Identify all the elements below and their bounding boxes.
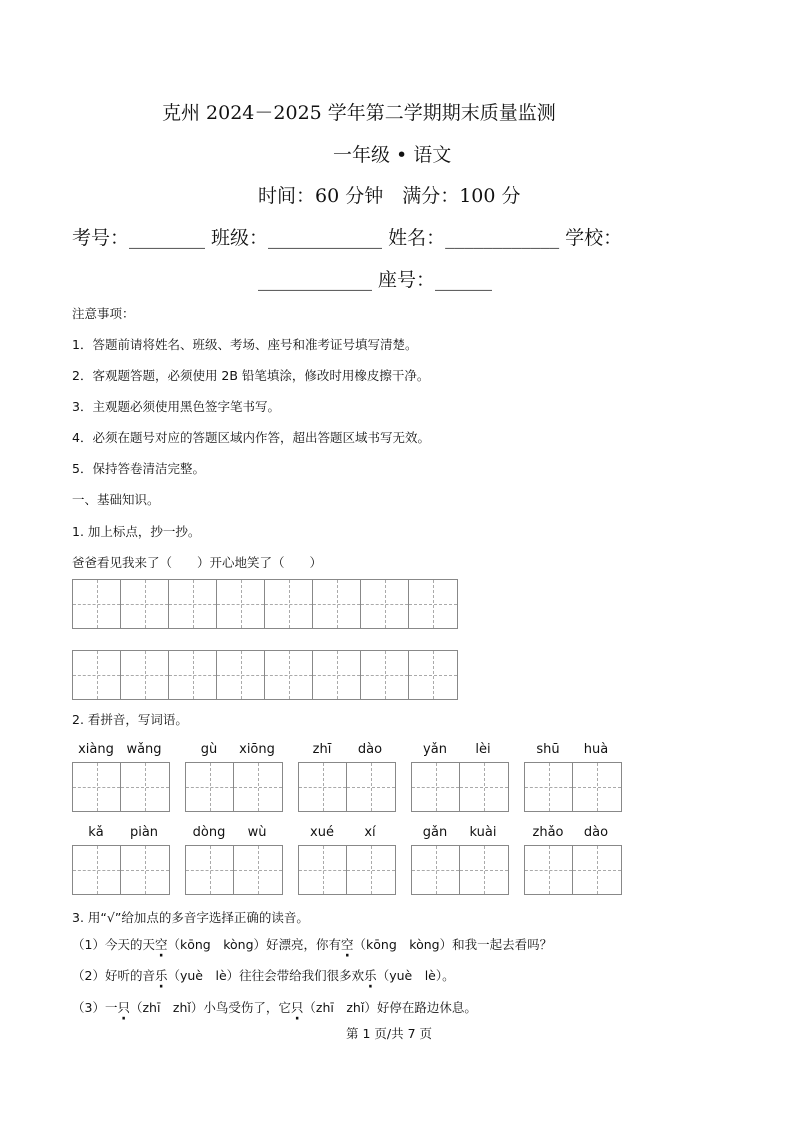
note-item: 4．必须在题号对应的答题区域内作答，超出答题区域书写无效。 — [72, 430, 430, 445]
writing-cell[interactable] — [169, 580, 217, 628]
writing-cell[interactable] — [299, 763, 347, 811]
writing-cell[interactable] — [73, 846, 121, 894]
pinyin-syllable: dào — [357, 742, 383, 757]
writing-cell[interactable] — [121, 580, 169, 628]
dotted-char: 只 — [290, 1000, 304, 1015]
student-fields-line1: 考号：________ 班级：____________ 姓名：____________ 学校： — [72, 227, 623, 249]
dotted-char: 空 — [154, 937, 168, 952]
writing-cell[interactable] — [347, 763, 395, 811]
dotted-char: 只 — [117, 1000, 130, 1015]
question-3-item-2: （2）好听的音乐（yuè lè）往往会带给我们很多欢乐（yuè lè）。 — [72, 968, 455, 983]
exam-subtitle: 一年级 • 语文 — [333, 144, 452, 166]
pinyin-syllable: zhī — [312, 742, 332, 757]
pinyin-syllable: lèi — [475, 742, 491, 757]
pinyin-syllable: zhǎo — [532, 825, 564, 840]
pinyin-syllable: wǎng — [126, 742, 162, 757]
section-heading: 一、基础知识。 — [72, 492, 160, 507]
writing-cell[interactable] — [265, 651, 313, 699]
writing-cell[interactable] — [169, 651, 217, 699]
note-item: 1．答题前请将姓名、班级、考场、座号和准考证号填写清楚。 — [72, 337, 418, 352]
writing-cell[interactable] — [121, 846, 169, 894]
writing-cell[interactable] — [217, 580, 265, 628]
writing-cell[interactable] — [265, 580, 313, 628]
pinyin-syllable: xiàng — [78, 742, 114, 757]
pinyin-syllable: xiōng — [239, 742, 275, 757]
student-fields-line2: ____________ 座号：______ — [258, 269, 493, 291]
pinyin-word — [524, 825, 622, 895]
writing-cell[interactable] — [573, 846, 621, 894]
pinyin-word — [72, 825, 170, 895]
question-1-title: 1. 加上标点，抄一抄。 — [72, 524, 201, 539]
pinyin-syllable: gǎn — [422, 825, 448, 840]
pinyin-word — [298, 742, 396, 812]
writing-cell[interactable] — [234, 763, 282, 811]
pinyin-syllable: gù — [200, 742, 218, 757]
writing-cell[interactable] — [412, 846, 460, 894]
page-number: 第 1 页/共 7 页 — [346, 1026, 433, 1041]
writing-cell[interactable] — [412, 763, 460, 811]
writing-cell[interactable] — [313, 580, 361, 628]
pinyin-syllable: huà — [583, 742, 609, 757]
writing-cell[interactable] — [121, 651, 169, 699]
pinyin-word — [185, 825, 283, 895]
writing-cell[interactable] — [460, 846, 508, 894]
writing-cell[interactable] — [121, 763, 169, 811]
writing-cell[interactable] — [186, 763, 234, 811]
time-info: 时间：60 分钟 满分：100 分 — [258, 185, 521, 207]
pinyin-word — [524, 742, 622, 812]
pinyin-word — [411, 742, 509, 812]
writing-cell[interactable] — [313, 651, 361, 699]
copy-grid-row-2[interactable] — [72, 650, 458, 700]
question-3-item-3: （3）一只（zhī zhǐ）小鸟受伤了，它只（zhī zhǐ）好停在路边休息。 — [72, 1000, 477, 1015]
pinyin-syllable: dào — [583, 825, 609, 840]
question-3-item-1: （1）今天的天空（kōng kòng）好漂亮，你有空（kōng kòng）和我一起去看吗？ — [72, 937, 553, 952]
writing-cell[interactable] — [186, 846, 234, 894]
writing-cell[interactable] — [409, 580, 457, 628]
writing-cell[interactable] — [234, 846, 282, 894]
copy-grid-row-1[interactable] — [72, 579, 458, 629]
writing-cell[interactable] — [525, 846, 573, 894]
pinyin-syllable: piàn — [129, 825, 159, 840]
pinyin-syllable: xué — [310, 825, 334, 840]
question-1-sentence: 爸爸看见我来了（ ）开心地笑了（ ） — [72, 555, 323, 570]
writing-cell[interactable] — [525, 763, 573, 811]
pinyin-syllable: dòng — [192, 825, 226, 840]
writing-cell[interactable] — [299, 846, 347, 894]
pinyin-word — [185, 742, 283, 812]
writing-cell[interactable] — [73, 763, 121, 811]
writing-cell[interactable] — [573, 763, 621, 811]
pinyin-word — [411, 825, 509, 895]
pinyin-syllable: kǎ — [88, 825, 104, 840]
writing-cell[interactable] — [347, 846, 395, 894]
pinyin-syllable: wù — [247, 825, 267, 840]
pinyin-syllable: xí — [364, 825, 376, 840]
writing-cell[interactable] — [73, 651, 121, 699]
writing-cell[interactable] — [409, 651, 457, 699]
dotted-char: 空 — [341, 937, 354, 952]
dotted-char: 乐 — [364, 968, 377, 983]
question-2-title: 2. 看拼音，写词语。 — [72, 712, 188, 727]
note-item: 3．主观题必须使用黑色签字笔书写。 — [72, 399, 280, 414]
pinyin-word — [298, 825, 396, 895]
pinyin-word — [72, 742, 170, 812]
writing-cell[interactable] — [361, 651, 409, 699]
dotted-char: 乐 — [154, 968, 168, 983]
notes-heading: 注意事项： — [72, 306, 135, 321]
pinyin-syllable: shū — [536, 742, 560, 757]
writing-cell[interactable] — [217, 651, 265, 699]
question-3-title: 3. 用“√”给加点的多音字选择正确的读音。 — [72, 910, 309, 925]
exam-title: 克州 2024－2025 学年第二学期期末质量监测 — [162, 102, 556, 124]
writing-cell[interactable] — [460, 763, 508, 811]
pinyin-syllable: yǎn — [423, 742, 447, 757]
note-item: 2．客观题答题，必须使用 2B 铅笔填涂，修改时用橡皮擦干净。 — [72, 368, 430, 383]
pinyin-syllable: kuài — [469, 825, 497, 840]
note-item: 5．保持答卷清洁完整。 — [72, 461, 205, 476]
writing-cell[interactable] — [73, 580, 121, 628]
writing-cell[interactable] — [361, 580, 409, 628]
